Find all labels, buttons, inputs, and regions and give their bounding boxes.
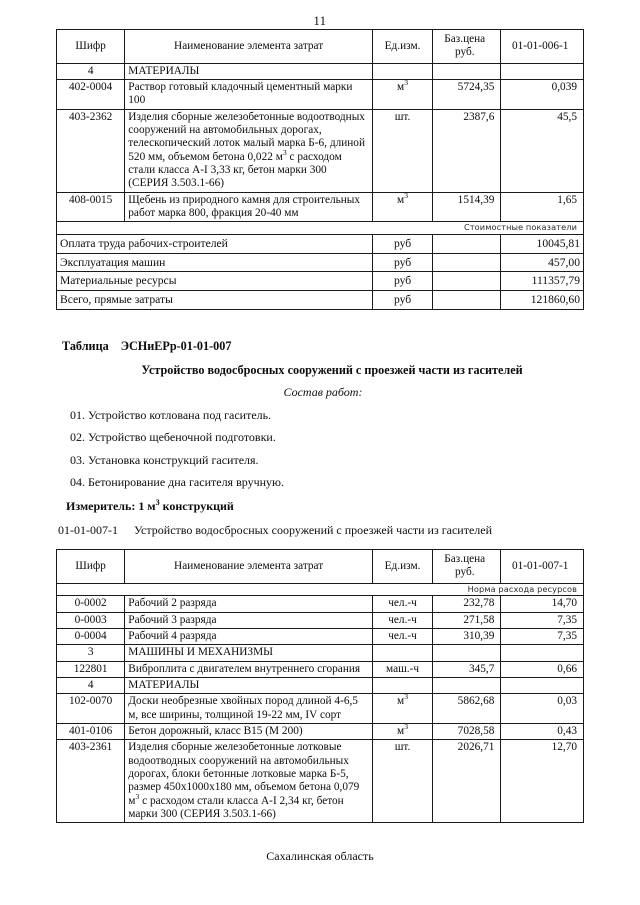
row-unit: [372, 724, 432, 740]
summary-row: [57, 234, 584, 253]
summary-label: Всего, прямые затраты: [57, 290, 373, 309]
row-norm: 0,66: [501, 661, 584, 677]
group-number: 4: [57, 678, 125, 694]
group-unit: [372, 645, 432, 661]
work-title: Устройство водосбросных сооружений с проезжей части из гасителей: [141, 362, 523, 377]
header-price-line2: руб.: [454, 46, 475, 59]
row-price: 1514,39: [433, 192, 501, 222]
row-code: 402-0004: [57, 79, 125, 109]
izmeritel-line: [56, 499, 584, 514]
row-code: 403-2361: [57, 740, 125, 823]
table2-header: [57, 550, 584, 584]
table-row: [57, 645, 584, 661]
page-footer: Сахалинская область: [266, 849, 374, 864]
group-norm: [501, 645, 584, 661]
table-row: [57, 629, 584, 645]
header-norm: 01-01-007-1: [501, 550, 584, 584]
page-number: 11: [313, 14, 327, 28]
row-name: Бетон дорожный, класс В15 (М 200): [125, 724, 373, 740]
izmeritel-label: Измеритель:: [66, 499, 136, 514]
header-unit: Ед.изм.: [372, 30, 432, 64]
summary-blank: [433, 290, 501, 309]
row-unit: [372, 740, 432, 823]
row-unit-sup: 3: [404, 692, 409, 702]
group-unit: [372, 63, 432, 79]
row-unit-base: маш.-ч: [386, 662, 420, 675]
table-code: ЭСНиЕРр-01-01-007: [120, 338, 232, 353]
row-unit-base: м: [397, 193, 405, 206]
izmeritel-value-base: 1 м: [138, 499, 156, 514]
row-norm: 12,70: [501, 740, 584, 823]
group-unit: [372, 678, 432, 694]
band-row-cost-indicators: [57, 222, 584, 235]
summary-row: [57, 272, 584, 291]
row-unit-sup: 3: [404, 190, 409, 200]
row-name: Раствор готовый кладочный цементный марки 100: [125, 79, 373, 109]
band-label: Стоимостные показатели: [57, 222, 584, 235]
summary-value: 457,00: [501, 253, 584, 272]
row-unit: [372, 612, 432, 628]
work-list: [56, 408, 584, 491]
summary-unit: руб: [372, 290, 432, 309]
row-code: 0-0004: [57, 629, 125, 645]
row-unit: [372, 694, 432, 724]
list-item: 04. Бетонирование дна гасителя вручную.: [70, 475, 285, 490]
item-name: Устройство водосбросных сооружений с проезжей части из гасителей: [134, 523, 493, 538]
group-price: [433, 645, 501, 661]
summary-blank: [433, 234, 501, 253]
row-norm: 14,70: [501, 596, 584, 612]
cost-table-006: [56, 29, 584, 310]
table-row: [57, 694, 584, 724]
sostav-label: Состав работ:: [283, 384, 363, 399]
band-label: Норма расхода ресурсов: [57, 583, 584, 596]
izmeritel-value-tail: конструкций: [159, 499, 234, 514]
row-price: 2387,6: [433, 109, 501, 192]
summary-unit: руб: [372, 253, 432, 272]
table-row: [57, 79, 584, 109]
row-norm: 7,35: [501, 612, 584, 628]
header-norm: 01-01-006-1: [501, 30, 584, 64]
row-unit-base: чел.-ч: [388, 613, 417, 626]
row-unit: [372, 109, 432, 192]
row-price: 271,58: [433, 612, 501, 628]
row-code: 403-2362: [57, 109, 125, 192]
row-unit-base: м: [397, 80, 405, 93]
summary-label: Эксплуатация машин: [57, 253, 373, 272]
header-price-line2: руб.: [454, 566, 475, 579]
row-unit: [372, 661, 432, 677]
row-name: Изделия сборные железобетонные водоотводных сооружений на автомобильных дорогах, телескопический лоток малый марка Б-6, длиной 520 мм, объемом бетона 0,022 $м^3$ с расходом стали класса А-I 3,33 кг, бетон марки 300 (СЕРИЯ 3.503.1-66): [125, 109, 373, 192]
table-row: [57, 724, 584, 740]
table-row: [57, 740, 584, 823]
row-unit-base: шт.: [394, 110, 411, 123]
cost-table-007: [56, 549, 584, 823]
table-row: [57, 63, 584, 79]
table-row: [57, 678, 584, 694]
header-price: [433, 550, 501, 584]
row-price: 310,39: [433, 629, 501, 645]
table2-body: [57, 583, 584, 823]
row-code: 102-0070: [57, 694, 125, 724]
row-name: Доски необрезные хвойных пород длиной 4-6,5 м, все ширины, толщиной 19-22 мм, IV сорт: [125, 694, 373, 724]
row-name: Изделия сборные железобетонные лотковые водоотводных сооружений на автомобильных дорогах, блоки бетонные лотковые марка Б-5, размер 450х1000х180 мм, объемом бетона 0,079 $м^3$ с расходом стали класса А-I 2,34 кг, бетон марки 300 (СЕРИЯ 3.503.1-66): [125, 740, 373, 823]
summary-blank: [433, 253, 501, 272]
row-unit: [372, 79, 432, 109]
item-code: 01-01-007-1: [58, 523, 118, 538]
row-norm: 7,35: [501, 629, 584, 645]
table-row: [57, 192, 584, 222]
summary-label: Оплата труда рабочих-строителей: [57, 234, 373, 253]
table-label: Таблица: [62, 338, 109, 353]
group-label: МАТЕРИАЛЫ: [125, 678, 373, 694]
header-name: Наименование элемента затрат: [125, 550, 373, 584]
table-row: [57, 596, 584, 612]
summary-unit: руб: [372, 272, 432, 291]
group-norm: [501, 63, 584, 79]
row-unit-sup: 3: [404, 722, 409, 732]
summary-blank: [433, 272, 501, 291]
row-unit-base: м: [397, 725, 405, 738]
summary-value: 121860,60: [501, 290, 584, 309]
row-unit-base: чел.-ч: [388, 597, 417, 610]
row-price: 2026,71: [433, 740, 501, 823]
row-name: Рабочий 3 разряда: [125, 612, 373, 628]
row-name: Виброплита с двигателем внутреннего сгорания: [125, 661, 373, 677]
table-title-line: [56, 339, 584, 354]
row-price: 232,78: [433, 596, 501, 612]
header-name: Наименование элемента затрат: [125, 30, 373, 64]
row-price: 5862,68: [433, 694, 501, 724]
row-name: Щебень из природного камня для строительных работ марка 800, фракция 20-40 мм: [125, 192, 373, 222]
row-unit: [372, 596, 432, 612]
row-norm: 1,65: [501, 192, 584, 222]
row-unit-sup: 3: [404, 78, 409, 88]
row-unit-base: м: [397, 695, 405, 708]
group-label: МАТЕРИАЛЫ: [125, 63, 373, 79]
list-item: 03. Установка конструкций гасителя.: [70, 452, 259, 467]
table1-body: [57, 63, 584, 309]
row-norm: 45,5: [501, 109, 584, 192]
row-price: 7028,58: [433, 724, 501, 740]
row-code: 0-0002: [57, 596, 125, 612]
row-price: 345,7: [433, 661, 501, 677]
section-block: [56, 339, 584, 539]
row-unit: [372, 629, 432, 645]
table-header-row: [57, 30, 584, 64]
table-row: [57, 612, 584, 628]
header-code: Шифр: [57, 550, 125, 584]
band-row-resource-norm: [57, 583, 584, 596]
table-row: [57, 661, 584, 677]
row-norm: 0,43: [501, 724, 584, 740]
row-price: 5724,35: [433, 79, 501, 109]
group-price: [433, 678, 501, 694]
group-label: МАШИНЫ И МЕХАНИЗМЫ: [125, 645, 373, 661]
summary-label: Материальные ресурсы: [57, 272, 373, 291]
table-header-row: [57, 550, 584, 584]
row-norm: 0,039: [501, 79, 584, 109]
summary-row: [57, 290, 584, 309]
row-code: 401-0106: [57, 724, 125, 740]
row-name: Рабочий 4 разряда: [125, 629, 373, 645]
row-code: 122801: [57, 661, 125, 677]
list-item: 02. Устройство щебеночной подготовки.: [70, 430, 276, 445]
group-number: 3: [57, 645, 125, 661]
header-price: [433, 30, 501, 64]
summary-value: 111357,79: [501, 272, 584, 291]
header-price-line1: Баз.цена: [444, 33, 486, 45]
table1-header: [57, 30, 584, 64]
summary-row: [57, 253, 584, 272]
item-line: [56, 523, 584, 538]
list-item: 01. Устройство котлована под гаситель.: [70, 407, 272, 422]
summary-unit: руб: [372, 234, 432, 253]
row-norm: 0,03: [501, 694, 584, 724]
group-norm: [501, 678, 584, 694]
header-price-line1: Баз.цена: [444, 553, 486, 566]
row-name: Рабочий 2 разряда: [125, 596, 373, 612]
row-unit: [372, 192, 432, 222]
group-number: 4: [57, 63, 125, 79]
row-code: 408-0015: [57, 192, 125, 222]
row-code: 0-0003: [57, 612, 125, 628]
header-code: Шифр: [57, 30, 125, 64]
group-price: [433, 63, 501, 79]
summary-value: 10045,81: [501, 234, 584, 253]
izmeritel-value-sup: 3: [155, 498, 160, 508]
header-unit: Ед.изм.: [372, 550, 432, 584]
row-unit-base: чел.-ч: [388, 630, 417, 643]
table-row: [57, 109, 584, 192]
row-unit-base: шт.: [394, 741, 411, 754]
